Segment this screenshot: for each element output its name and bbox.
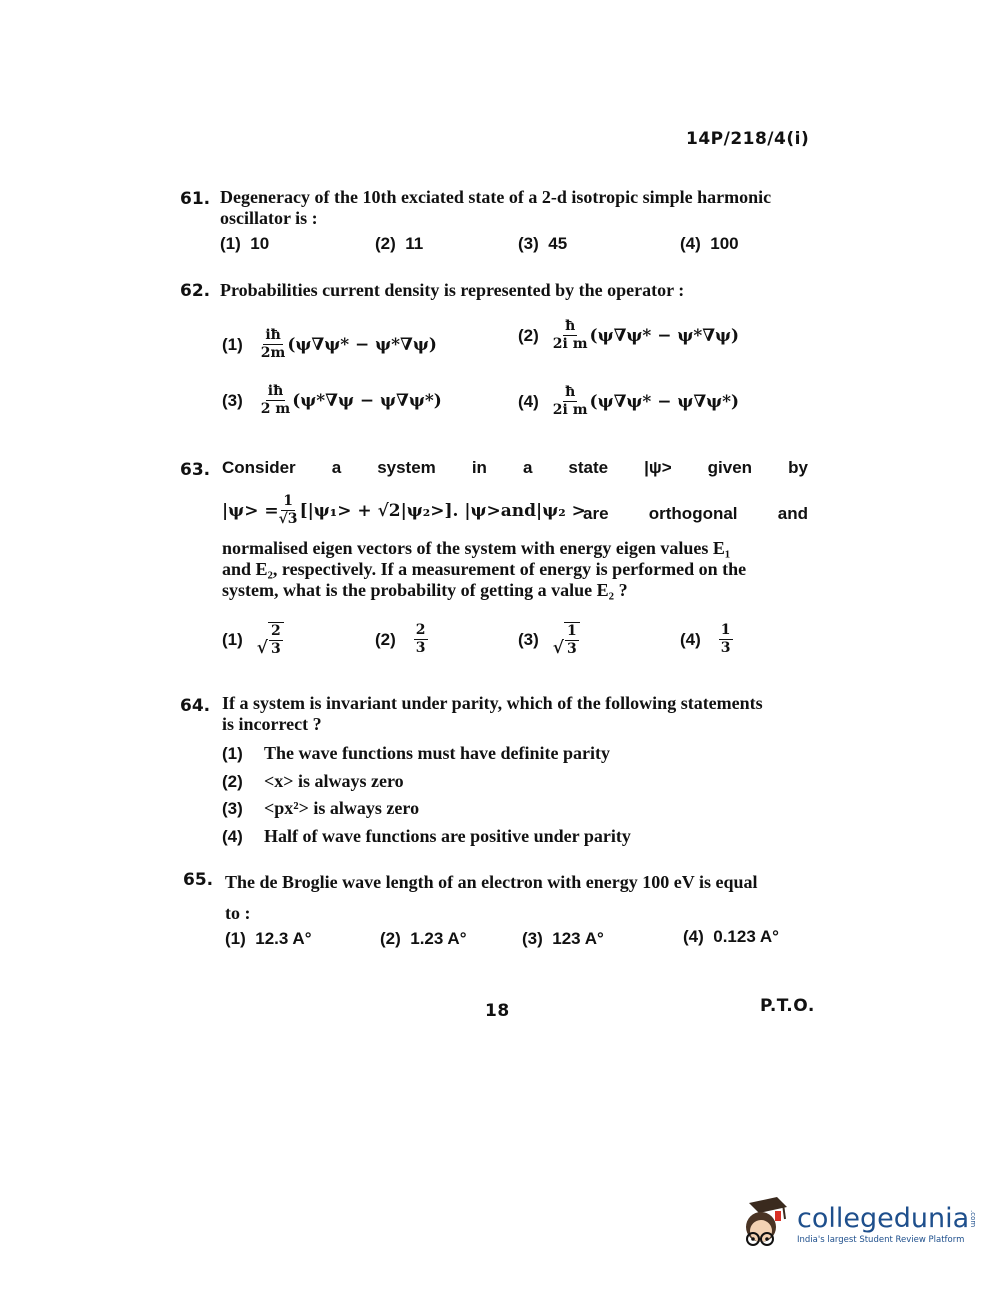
option-2: (2) 1.23 A° — [380, 929, 467, 948]
state-equation: |ψ> = $\frac{1}{√3}$ [|ψ₁> + √2|ψ₂>]. |ψ>and|ψ₂ > — [222, 493, 586, 527]
question-62-text: Probabilities current density is represented by the operator : — [220, 280, 685, 300]
brand-tagline: India's largest Student Review Platform — [797, 1235, 965, 1245]
question-number: 64. — [180, 696, 211, 716]
question-65-text: The de Broglie wave length of an electron with energy 100 eV is equal to : — [225, 872, 758, 923]
option-1: (1) The wave functions must have definite parity — [222, 743, 610, 763]
option-3: (3) √ $\frac{1}{3}$ — [518, 622, 580, 658]
question-number: 65. — [183, 870, 214, 890]
question-61-text — [220, 187, 810, 229]
brand-suffix: .com — [969, 1209, 978, 1227]
option-3: (3) 123 A° — [522, 929, 604, 948]
option-1: (1) √ $\frac{2}{3}$ — [222, 622, 284, 658]
collegedunia-logo — [735, 1195, 977, 1253]
option-2: (2) $\frac{ħ}{\text{2i m}}$ (ψ∇ψ* − ψ*∇ψ) — [518, 318, 740, 352]
option-1: (1) $\frac{iħ}{2m}$ (ψ∇ψ* − ψ*∇ψ) — [222, 327, 437, 361]
option-2: (2) <x> is always zero — [222, 770, 404, 791]
question-64-text: If a system is invariant under parity, which of the following statements is incorrect ? — [222, 693, 763, 734]
question-63-line-2-tail: are orthogonal and — [583, 504, 808, 523]
option-4: (4) 0.123 A° — [683, 927, 779, 946]
page-number: 18 — [485, 1001, 510, 1021]
student-mascot-icon — [735, 1195, 793, 1253]
option-4: (4) Half of wave functions are positive under parity — [222, 825, 631, 846]
option-3: (3) 45 — [518, 234, 568, 253]
option-2: (2) 11 — [375, 234, 424, 253]
pto-label: P.T.O. — [760, 996, 815, 1016]
option-1: (1) 10 — [220, 234, 270, 253]
option-2: (2) $\frac{2}{3}$ — [375, 622, 426, 656]
question-number: 63. — [180, 460, 211, 480]
question-text-line: Degeneracy of the 10th exciated state of a 2-d isotropic simple harmonic — [220, 187, 772, 207]
option-4: (4) $\frac{ħ}{\text{2i m}}$ (ψ∇ψ* − ψ∇ψ*) — [518, 384, 740, 418]
paper-code: 14P/218/4(i) — [686, 129, 810, 149]
option-list — [222, 740, 631, 850]
question-number: 62. — [180, 281, 211, 301]
option-3: (3) $\frac{iħ}{2 m}$ (ψ*∇ψ − ψ∇ψ*) — [222, 383, 442, 417]
question-text-line: oscillator is : — [220, 208, 318, 228]
option-4: (4) $\frac{1}{3}$ — [680, 622, 731, 656]
question-63-text: normalised eigen vectors of the system with energy eigen values E₁ and E₂, respectively. If a measurement of energy is performed on the system, what is the probability of getting a value E₂ ? — [222, 538, 747, 600]
question-number: 61. — [180, 189, 211, 209]
option-1: (1) 12.3 A° — [225, 929, 312, 948]
option-3: (3) <px²> is always zero — [222, 798, 420, 818]
option-4: (4) 100 — [680, 234, 739, 253]
question-63-line-1: Consider a system in a state |ψ> given by — [222, 458, 808, 477]
brand-name: collegedunia — [797, 1203, 970, 1234]
